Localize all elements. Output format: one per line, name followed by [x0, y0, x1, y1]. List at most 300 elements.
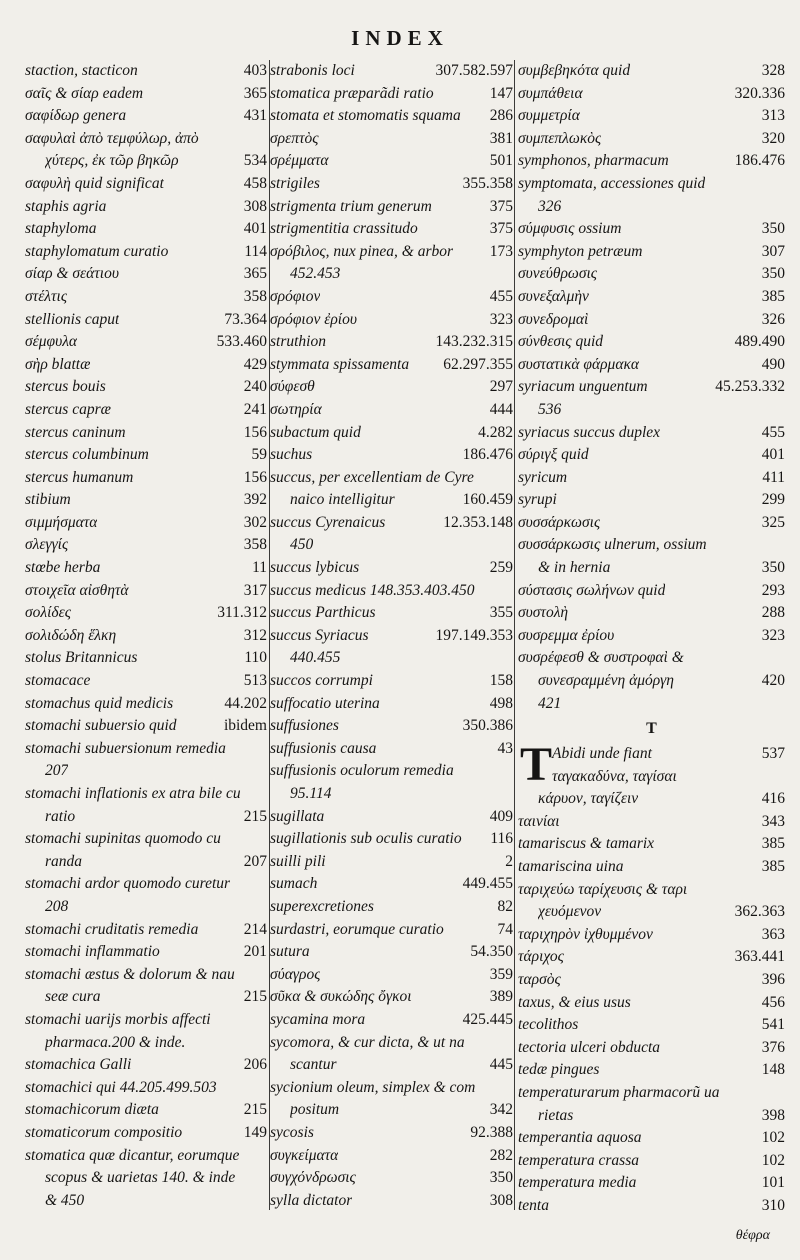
index-term: strigmenta trium generum — [270, 197, 432, 215]
page-refs: 102 — [761, 1151, 785, 1169]
catchword: θέφρα — [735, 1228, 770, 1243]
index-entry — [25, 309, 267, 332]
page-refs: 282 — [489, 1146, 513, 1164]
index-entry — [518, 1059, 785, 1082]
page-refs: 365 — [243, 265, 267, 283]
index-term: σύμφυσις ossium — [518, 220, 622, 238]
page-refs: 350 — [761, 265, 785, 283]
page-refs: 160.459 — [462, 491, 513, 509]
index-entry — [25, 647, 267, 670]
page-refs: 431 — [243, 107, 267, 125]
index-term: randa — [45, 852, 83, 870]
index-entry — [25, 760, 267, 783]
page-refs: 375 — [489, 197, 513, 215]
index-entry — [270, 105, 513, 128]
index-entry — [270, 444, 513, 467]
page-refs: 62.297.355 — [443, 355, 513, 373]
index-column-3-bottom — [518, 788, 785, 1217]
index-entry — [25, 941, 267, 964]
index-term: stellionis caput — [25, 310, 120, 328]
index-term: stœbe herba — [25, 559, 101, 577]
index-entry — [25, 986, 267, 1009]
page-refs: 325 — [761, 513, 785, 531]
page-refs: 2 — [505, 852, 513, 870]
index-term: χύτερς, ἐκ τῶρ βηκῶρ — [45, 152, 179, 170]
index-term: tamariscus & tamarix — [518, 835, 655, 853]
page-refs: 43 — [497, 739, 513, 757]
index-entry — [518, 602, 785, 625]
page-refs: 73.364 — [224, 310, 267, 328]
index-term: συσσάρκωσις — [518, 513, 601, 531]
index-term: scopus & uarietas 140. & inde — [45, 1169, 236, 1187]
index-entry — [518, 924, 785, 947]
index-entry — [518, 856, 785, 879]
index-term: tectoria ulceri obducta — [518, 1038, 661, 1056]
page-refs: 409 — [489, 807, 513, 825]
page-refs: 498 — [489, 694, 513, 712]
index-term: συνεξαλμὴν — [518, 287, 589, 305]
page-refs: 310 — [761, 1196, 785, 1214]
index-entry — [518, 309, 785, 332]
index-entry — [518, 969, 785, 992]
page-refs: 173 — [489, 242, 513, 260]
page-refs: 533.460 — [216, 333, 267, 351]
drop-cap: T — [520, 738, 553, 792]
index-entry — [25, 150, 267, 173]
page-refs: 240 — [243, 378, 267, 396]
index-term: σύστασις σωλήνων quid — [518, 581, 666, 599]
index-entry — [270, 150, 513, 173]
index-term: seæ cura — [45, 988, 101, 1006]
index-term: συσσάρκωσις ulnerum, ossium — [518, 536, 707, 554]
index-entry — [270, 60, 513, 83]
index-term: stomacace — [25, 672, 91, 690]
index-term: staction, stacticon — [25, 62, 138, 79]
index-entry — [270, 602, 513, 625]
index-term: syrupi — [518, 491, 557, 509]
index-entry — [518, 992, 785, 1015]
page-refs: 293 — [761, 581, 785, 599]
index-entry — [518, 173, 785, 196]
index-term: naico intelligitur — [290, 491, 395, 509]
index-term: suffocatio uterina — [270, 694, 380, 712]
index-term: staphis agria — [25, 197, 107, 215]
index-term: 421 — [538, 694, 562, 712]
index-entry — [518, 489, 785, 512]
index-term: σέμφυλα — [25, 333, 78, 351]
index-term: stomachi subuersionum remedia — [25, 739, 226, 757]
index-entry — [270, 1009, 513, 1032]
page-refs: 365 — [243, 84, 267, 102]
index-term: σρόφιον — [270, 287, 321, 305]
index-term: stomachi inflationis ex atra bile cu — [25, 785, 241, 802]
page-refs: 74 — [497, 920, 513, 938]
index-term: σλεγγίς — [25, 536, 69, 554]
page-refs: 350 — [761, 559, 785, 577]
index-term: σιμμήσματα — [25, 513, 98, 531]
page-refs: 101 — [761, 1174, 785, 1192]
column-rule — [514, 60, 515, 1210]
index-entry — [270, 286, 513, 309]
index-column-2 — [270, 60, 513, 1212]
index-term: stomachi inflammatio — [25, 943, 160, 961]
index-term: 536 — [538, 400, 562, 418]
letter-section-heading: T — [646, 720, 657, 738]
index-term: τάριχος — [518, 948, 564, 966]
page-refs: 311.312 — [217, 604, 267, 622]
drop-cap-entry — [518, 738, 785, 792]
page-refs: 537 — [761, 745, 785, 763]
index-term: στέλτις — [25, 287, 68, 305]
index-entry — [270, 83, 513, 106]
index-entry — [25, 1167, 267, 1190]
index-entry — [25, 512, 267, 535]
page-refs: 54.350 — [470, 943, 513, 961]
index-term: stomachici qui 44.205.499.503 — [25, 1078, 217, 1096]
index-entry — [25, 241, 267, 264]
index-term: συγχόνδρωσις — [270, 1169, 356, 1187]
index-entry — [518, 1150, 785, 1173]
index-entry — [25, 670, 267, 693]
index-entry — [270, 647, 513, 670]
index-entry — [270, 986, 513, 1009]
index-term: succus, per excellentiam de Cyre — [270, 468, 474, 486]
index-entry — [518, 580, 785, 603]
page-refs: 381 — [489, 129, 513, 147]
index-term: σρέμματα — [270, 152, 329, 170]
index-term: ταγακαδύνα, ταγίσαι — [552, 767, 677, 785]
page-refs: 297 — [489, 378, 513, 396]
page-refs: 350 — [489, 1169, 513, 1187]
index-entry — [25, 128, 267, 151]
index-term: συγκείματα — [270, 1146, 339, 1164]
index-term: temperatura media — [518, 1174, 637, 1192]
index-entry — [25, 263, 267, 286]
index-entry — [25, 331, 267, 354]
page-refs: 456 — [761, 993, 785, 1011]
index-column-3-top — [518, 60, 785, 715]
index-entry — [518, 83, 785, 106]
index-entry — [270, 580, 513, 603]
index-entry — [270, 173, 513, 196]
index-term: ταρσὸς — [518, 970, 561, 988]
index-entry — [25, 715, 267, 738]
index-entry — [518, 693, 785, 716]
page-refs: 359 — [489, 965, 513, 983]
index-entry — [518, 1014, 785, 1037]
index-entry — [518, 331, 785, 354]
index-term: stercus bouis — [25, 378, 106, 396]
page-refs: 156 — [243, 423, 267, 441]
index-entry — [25, 557, 267, 580]
index-entry — [25, 625, 267, 648]
index-entry — [518, 376, 785, 399]
page-refs: 389 — [489, 988, 513, 1006]
index-term: suffusiones — [270, 717, 339, 735]
index-term: sumach — [270, 875, 318, 893]
index-entry — [25, 1190, 267, 1213]
index-entry — [270, 1032, 513, 1055]
index-term: subactum quid — [270, 423, 361, 441]
page-refs: 398 — [761, 1106, 785, 1124]
index-entry — [270, 467, 513, 490]
index-column-1 — [25, 60, 267, 1212]
index-entry — [518, 534, 785, 557]
index-term: συστολὴ — [518, 604, 569, 622]
page-refs: 489.490 — [734, 333, 785, 351]
index-entry — [270, 828, 513, 851]
index-term: sugillata — [270, 807, 325, 825]
page-refs — [779, 766, 785, 789]
index-term: σαῖς & σίαρ eadem — [25, 84, 144, 102]
index-term: σαφυλὴ quid significat — [25, 174, 164, 192]
index-term: temperaturarum pharmacorũ ua — [518, 1083, 720, 1101]
index-entry — [518, 128, 785, 151]
index-entry — [518, 901, 785, 924]
page-refs: 45.253.332 — [715, 378, 785, 396]
index-entry — [518, 105, 785, 128]
index-entry — [25, 376, 267, 399]
page-refs: 396 — [761, 970, 785, 988]
index-entry — [270, 354, 513, 377]
page-refs: 186.476 — [462, 446, 513, 464]
index-entry — [270, 422, 513, 445]
page-refs: 385 — [761, 835, 785, 853]
page-refs: 286 — [489, 107, 513, 125]
index-term: συμπάθεια — [518, 84, 583, 102]
index-entry — [518, 1195, 785, 1218]
page-refs: 197.149.353 — [435, 626, 513, 644]
index-entry — [518, 625, 785, 648]
index-entry — [270, 196, 513, 219]
page-refs: 215 — [243, 807, 267, 825]
index-term: stomachicorum diæta — [25, 1101, 159, 1119]
page-refs: 416 — [761, 790, 785, 808]
page-refs: 206 — [243, 1056, 267, 1074]
index-term: succus medicus 148.353.403.450 — [270, 581, 475, 599]
page-refs: 376 — [761, 1038, 785, 1056]
page-refs: 401 — [761, 446, 785, 464]
page-refs: 148 — [761, 1061, 785, 1079]
index-term: σίαρ & σεάτιου — [25, 265, 119, 283]
index-term: σύριγξ quid — [518, 446, 589, 464]
index-entry — [25, 580, 267, 603]
index-entry — [25, 1032, 267, 1055]
page-refs: 259 — [489, 559, 513, 577]
index-term: symphonos, pharmacum — [518, 152, 669, 170]
page-refs: 343 — [761, 812, 785, 830]
index-entry — [25, 173, 267, 196]
index-entry — [270, 376, 513, 399]
index-term: tedæ pingues — [518, 1061, 600, 1079]
index-term: ratio — [45, 807, 76, 825]
index-entry — [270, 489, 513, 512]
index-term: tamariscina uina — [518, 858, 624, 875]
index-term: strigmentitia crassitudo — [270, 220, 418, 238]
index-entry — [25, 1009, 267, 1032]
page-refs: 317 — [243, 581, 267, 599]
index-term: συσρέφεσθ & συστροφαὶ & — [518, 649, 684, 667]
index-term: 450 — [290, 536, 314, 554]
index-term: σὴρ blattæ — [25, 355, 91, 373]
index-entry — [25, 444, 267, 467]
index-term: sycomora, & cur dicta, & ut na — [270, 1033, 465, 1051]
page-refs: 102 — [761, 1129, 785, 1147]
index-term: taxus, & eius usus — [518, 993, 631, 1011]
index-entry — [518, 833, 785, 856]
index-entry — [270, 557, 513, 580]
index-term: strigiles — [270, 174, 320, 192]
index-term: suchus — [270, 446, 313, 464]
index-term: συμπεπλωκὸς — [518, 129, 602, 147]
page-refs: 313 — [761, 107, 785, 125]
index-entry — [270, 331, 513, 354]
index-term: & in hernia — [538, 559, 611, 577]
index-term: staphylomatum curatio — [25, 242, 169, 260]
page-refs: ibidem — [223, 717, 267, 735]
index-term: superexcretiones — [270, 897, 374, 915]
index-entry — [518, 647, 785, 670]
index-term: suilli pili — [270, 852, 326, 870]
index-entry — [518, 354, 785, 377]
index-term: sugillationis sub oculis curatio — [270, 830, 462, 848]
index-term: ταριχεύω ταρίχευσις & ταρι — [518, 880, 688, 898]
index-entry — [25, 602, 267, 625]
index-term: σύαγρος — [270, 965, 321, 983]
index-entry — [25, 399, 267, 422]
index-entry — [270, 1145, 513, 1168]
index-term: sycionium oleum, simplex & com — [270, 1078, 476, 1096]
page-refs: 116 — [490, 830, 513, 848]
page-refs: 149 — [243, 1123, 267, 1141]
index-term: συνεσραμμένη ἀμόργη — [538, 672, 674, 690]
page-refs: 458 — [243, 174, 267, 192]
index-entry — [518, 218, 785, 241]
index-term: 326 — [538, 197, 562, 215]
page-refs: 445 — [489, 1056, 513, 1074]
index-term: staphyloma — [25, 220, 97, 238]
page-refs: 490 — [761, 355, 785, 373]
index-term: stomata et stomomatis squama — [270, 107, 461, 125]
index-entry — [270, 625, 513, 648]
page-refs: 320.336 — [734, 84, 785, 102]
index-entry — [518, 399, 785, 422]
index-term: rietas — [538, 1106, 574, 1124]
index-term: sycamina mora — [270, 1010, 366, 1028]
running-head: INDEX — [351, 26, 449, 50]
page-refs: 82 — [497, 897, 513, 915]
page-refs: 110 — [244, 649, 267, 667]
index-entry — [518, 788, 785, 811]
page-refs: 92.388 — [470, 1123, 513, 1141]
index-term: succus Syriacus — [270, 626, 369, 644]
index-term: positum — [290, 1101, 340, 1119]
index-entry — [25, 534, 267, 557]
index-entry — [270, 715, 513, 738]
page-refs: 147 — [489, 84, 513, 102]
page-refs: 363.441 — [734, 948, 785, 966]
index-entry — [518, 1127, 785, 1150]
index-term: stibium — [25, 491, 71, 509]
index-entry — [518, 557, 785, 580]
page-refs: 355.358 — [462, 174, 513, 192]
page-refs: 143.232.315 — [435, 333, 513, 351]
index-term: & 450 — [45, 1191, 85, 1209]
page-refs: 312 — [243, 626, 267, 644]
index-term: σολιδώδη ἕλκη — [25, 626, 117, 644]
page-refs: 241 — [243, 400, 267, 418]
index-entry — [270, 1122, 513, 1145]
page-refs: 534 — [243, 152, 267, 170]
index-entry — [25, 354, 267, 377]
index-entry — [518, 512, 785, 535]
index-term: συστατικὰ φάρμακα — [518, 355, 640, 373]
index-term: stomachica Galli — [25, 1056, 132, 1074]
page-refs: 449.455 — [462, 875, 513, 893]
index-term: συνεδρομαὶ — [518, 310, 589, 328]
index-term: stercus columbinum — [25, 446, 149, 464]
index-term: stercus capræ — [25, 400, 111, 418]
index-entry — [518, 467, 785, 490]
page-refs: 326 — [761, 310, 785, 328]
page-refs: 186.476 — [734, 152, 785, 170]
index-entry — [518, 879, 785, 902]
index-entry — [270, 873, 513, 896]
page-refs: 420 — [761, 672, 785, 690]
index-entry — [518, 1037, 785, 1060]
index-entry — [518, 286, 785, 309]
page-refs: 158 — [489, 672, 513, 690]
index-term: temperantia aquosa — [518, 1129, 642, 1147]
index-term: stomachus quid medicis — [25, 694, 174, 712]
page-refs: 358 — [243, 536, 267, 554]
index-entry — [270, 760, 513, 783]
index-term: stymmata spissamenta — [270, 355, 410, 373]
index-term: stercus caninum — [25, 423, 126, 441]
index-entry — [270, 263, 513, 286]
page-refs: 308 — [489, 1191, 513, 1209]
page-refs: 455 — [489, 287, 513, 305]
page-refs: 44.202 — [224, 694, 267, 712]
index-term: 452.453 — [290, 265, 341, 283]
page-refs: 323 — [489, 310, 513, 328]
index-entry — [25, 1145, 267, 1168]
index-term: stomachi æstus & dolorum & nau — [25, 965, 235, 983]
index-entry — [25, 286, 267, 309]
index-term: συνεύθρωσις — [518, 265, 598, 283]
index-entry — [25, 851, 267, 874]
page-refs: 299 — [761, 491, 785, 509]
index-entry — [270, 670, 513, 693]
index-term: sutura — [270, 943, 310, 961]
index-term: stomachi cruditatis remedia — [25, 920, 199, 938]
page-refs: 429 — [243, 355, 267, 373]
page-refs: 375 — [489, 220, 513, 238]
index-term: συμβεβηκότα quid — [518, 62, 631, 79]
index-term: κάρυον, ταγίζειν — [538, 790, 639, 808]
index-term: συμμετρία — [518, 107, 580, 125]
index-entry — [25, 783, 267, 806]
page-refs: 403 — [243, 62, 267, 79]
index-entry — [25, 489, 267, 512]
page-refs: 501 — [489, 152, 513, 170]
page-refs: 342 — [489, 1101, 513, 1119]
index-term: stomachi ardor quomodo curetur — [25, 875, 231, 893]
index-entry — [25, 422, 267, 445]
page-refs: 215 — [243, 988, 267, 1006]
index-entry — [25, 83, 267, 106]
index-entry — [270, 309, 513, 332]
